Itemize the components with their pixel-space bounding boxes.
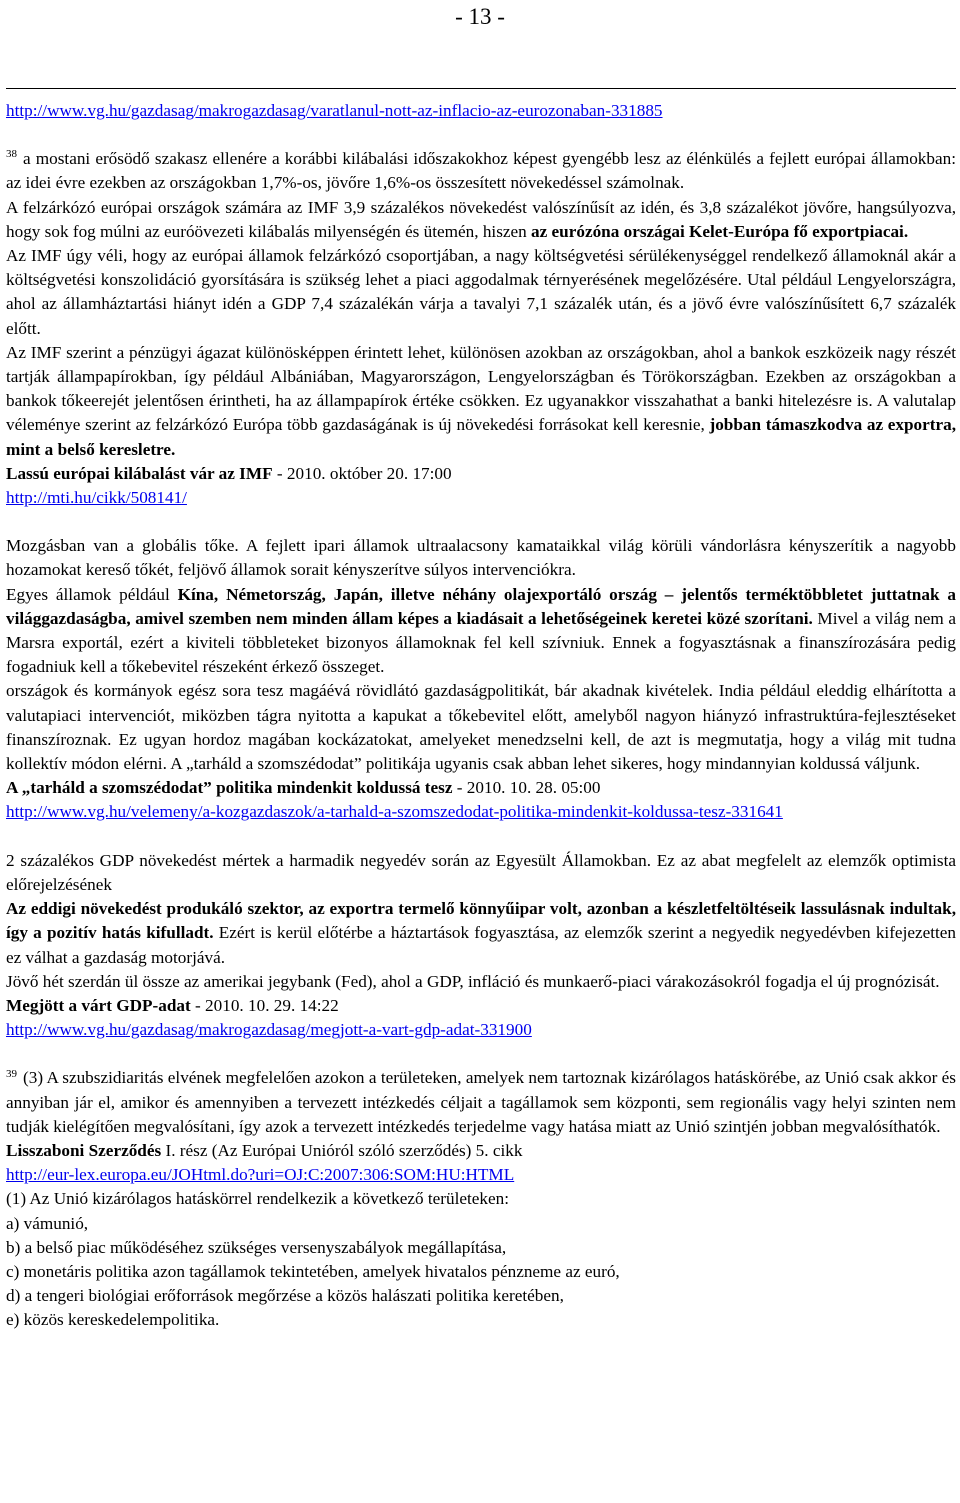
bold-text: az eurózóna országai Kelet-Európa fő exportpiacai. xyxy=(531,221,909,241)
bold-text: jobban támaszkodva az exportra, mint a belső keresletre. xyxy=(6,415,956,459)
header-rule xyxy=(6,88,956,89)
url-link[interactable]: http://www.vg.hu/velemeny/a-kozgazdaszok/a-tarhald-a-szomszedodat-politika-mindenkit-koldussa-tesz-331641 xyxy=(6,802,783,822)
source-date: - 2010. 10. 29. 14:22 xyxy=(190,995,339,1015)
paragraph: Egyes államok például Kína, Németország, Japán, illetve néhány olajexportáló ország – jelentős terméktöbbletet juttatnak a világgazdaságba, amivel szemben nem minden állam képes a kiadásait a lehetőségeinek keretei közé szorítani. Mivel a világ nem a Marsra exportál, ezért a kiviteli többleteket bizonyos államoknak fel kell szívniuk. Ennek a fogyasztásnak a finanszírozására pedig fogadniuk kell a tőkebevitel részeként érkező összeget. xyxy=(6,584,956,677)
url-link[interactable]: http://eur-lex.europa.eu/JOHtml.do?uri=OJ:C:2007:306:SOM:HU:HTML xyxy=(6,1165,515,1185)
source-line xyxy=(6,994,956,1018)
paragraph: A felzárkózó európai országok számára az IMF 3,9 százalékos növekedést valószínűsít az idén, és 3,8 százalékot jövőre, hangsúlyozva, hogy sok fog múlni az euróövezeti kilábalás milyenségén és ütemén, hiszen az eurózóna országai Kelet-Európa fő exportpiacai. xyxy=(6,197,956,241)
source-title: A „tarháld a szomszédodat” politika mindenkit koldussá tesz xyxy=(6,778,453,798)
source-title: Lassú európai kilábalást vár az IMF xyxy=(6,463,273,483)
list-item: d) a tengeri biológiai erőforrások megőrzése a közös halászati politika keretében, xyxy=(6,1286,564,1306)
source-link[interactable] xyxy=(6,486,956,510)
list-item: b) a belső piac működéséhez szükséges versenyszabályok megállapítása, xyxy=(6,1237,507,1257)
source-line xyxy=(6,776,956,800)
source-date: - 2010. október 20. 17:00 xyxy=(272,463,452,483)
spacer xyxy=(6,510,956,534)
paragraph: Az IMF szerint a pénzügyi ágazat különösképpen érintett lehet, különösen azokban az országokban, ahol a bankok eszközeik nagy részét tartják állampapírokban, így például Albániában, Magyarországon, Lengyelországban és Törökországban. Ezekben az országokban a bankok tőkeerejét jelentősen érintheti, ha az állampapírok értéke csökken. Ez ugyanakkor visszahathat a banki hitelezésre is. A valutalap véleménye szerint az felzárkózó Európa több gazdaságának is új növekedési forrásokat kell keresnie, jobban támaszkodva az exportra, mint a belső keresletre. xyxy=(6,342,956,459)
paragraph: Jövő hét szerdán ül össze az amerikai jegybank (Fed), ahol a GDP, infláció és munkaerő-piaci várakozásokról fogadja el új prognózisát. xyxy=(6,971,940,991)
paragraph: országok és kormányok egész sora tesz magáévá rövidlátó gazdaságpolitikát, bár akadnak kivételek. India például eleddig elhárította a valutapiaci intervenciót, miközben tágra nyitotta a kapukat a tőkebevitel előtt, amelyből nagyon hiányzó infrastruktúra-fejlesztéseket finanszíroznak. Ez ugyan hordoz magában kockázatokat, amelyeket menedzselni kell, de azt is megmutatja, hogy a világ mit tudna kollektív módon elérni. A „tarháld a szomszédodat” politikája ugyanis csak abban lehet sikeres, hogy mindannyian koldussá váljunk. xyxy=(6,681,956,774)
source-line xyxy=(6,462,956,486)
url-link[interactable]: http://www.vg.hu/gazdasag/makrogazdasag/varatlanul-nott-az-inflacio-az-eurozonaban-331885 xyxy=(6,101,663,120)
source-link[interactable] xyxy=(6,1018,956,1042)
paragraph: 2 százalékos GDP növekedést mértek a harmadik negyedév során az Egyesült Államokban. Ez az abat megfelelt az elemzők optimista előrejelzésének xyxy=(6,850,956,894)
footnote-text: (3) A szubszidiaritás elvének megfelelően azokon a területeken, amelyek nem tartoznak kizárólagos hatáskörébe, az Unió csak akkor és annyiban jár el, amikor és amennyiben a tervezett intézkedés céljait a tagállamok sem központi, sem regionális vagy helyi szinten nem tudják kielégítően megvalósítani, így azok a tervezett intézkedés terjedelme vagy hatása miatt az Unió szintjén jobban megvalósíthatók. xyxy=(6,1068,956,1136)
source-link-1[interactable] xyxy=(6,99,956,123)
footnote-text: a mostani erősödő szakasz ellenére a korábbi kilábalási időszakokhoz képest gyengébb lesz az élénkülés a fejlett európai államokban: az idei évre ezekben az országokban 1,7%-os, jövőre 1,6%-os összesített növekedéssel számolnak. xyxy=(6,149,956,193)
source-link[interactable] xyxy=(6,800,956,824)
list-item: e) közös kereskedelempolitika. xyxy=(6,1310,220,1330)
list-item: c) monetáris politika azon tagállamok tekintetében, amelyek hivatalos pénzneme az euró, xyxy=(6,1261,620,1281)
page-number: - 13 - xyxy=(455,4,505,29)
spacer xyxy=(6,123,956,147)
source-title: Megjött a várt GDP-adat xyxy=(6,995,191,1015)
source-date: - 2010. 10. 28. 05:00 xyxy=(452,778,601,798)
list-intro: (1) Az Unió kizárólagos hatáskörrel rendelkezik a következő területeken: xyxy=(6,1189,510,1209)
page-content xyxy=(6,99,956,1333)
source-link[interactable] xyxy=(6,1163,956,1187)
url-link[interactable]: http://mti.hu/cikk/508141/ xyxy=(6,488,187,508)
source-title: Lisszaboni Szerződés xyxy=(6,1140,162,1160)
source-line xyxy=(6,1139,956,1163)
spacer xyxy=(6,1042,956,1066)
bold-text: Az eddigi növekedést produkáló szektor, az exportra termelő könnyűipar volt, azonban a készletfeltöltéseik lassulásnak indultak, így a pozitív hatás kifulladt. xyxy=(6,899,956,943)
paragraph: Az IMF úgy véli, hogy az európai államok felzárkózó csoportjában, a nagy költségvetési sérülékenységgel rendelkező államoknál akár a költségvetési konszolidáció gyorsítására is szükség lehet a piaci aggodalmak térnyerésének megelőzésére. Utal például Lengyelországra, ahol az államháztartási hiányt idén a GDP 7,4 százalékán várja a tavalyi 7,1 százalék után, és a jövő évre valószínűsített 6,7 százalék előtt. xyxy=(6,246,956,338)
footnote-39 xyxy=(6,1066,956,1139)
footnote-number: 39 xyxy=(6,1067,17,1080)
paragraph: Az eddigi növekedést produkáló szektor, az exportra termelő könnyűipar volt, azonban a készletfeltöltéseik lassulásnak indultak, így a pozitív hatás kifulladt. Ezért is kerül előtérbe a háztartások fogyasztása, az elemzők szerint a negyedik negyedévben kifejezetten ez válhat a gazdaság motorjává. xyxy=(6,899,956,967)
spacer xyxy=(6,825,956,849)
footnote-number: 38 xyxy=(6,148,17,161)
source-rest: I. rész (Az Európai Unióról szóló szerződés) 5. cikk xyxy=(161,1140,523,1160)
paragraph: Mozgásban van a globális tőke. A fejlett ipari államok ultraalacsony kamataikkal világ körüli vándorlásra kényszerítik a nagyobb hozamokat kereső tőkét, feljövő államok sorait kényszerítve súlyos intervenciókra. xyxy=(6,536,956,580)
url-link[interactable]: http://www.vg.hu/gazdasag/makrogazdasag/megjott-a-vart-gdp-adat-331900 xyxy=(6,1020,532,1040)
bold-text: Kína, Németország, Japán, illetve néhány olajexportáló ország – jelentős terméktöbbletet juttatnak a világgazdaságba, amivel szemben nem minden állam képes a kiadásait a lehetőségeinek keretei közé szorítani. xyxy=(6,584,956,628)
footnote-38 xyxy=(6,147,956,195)
list-item: a) vámunió, xyxy=(6,1213,89,1233)
